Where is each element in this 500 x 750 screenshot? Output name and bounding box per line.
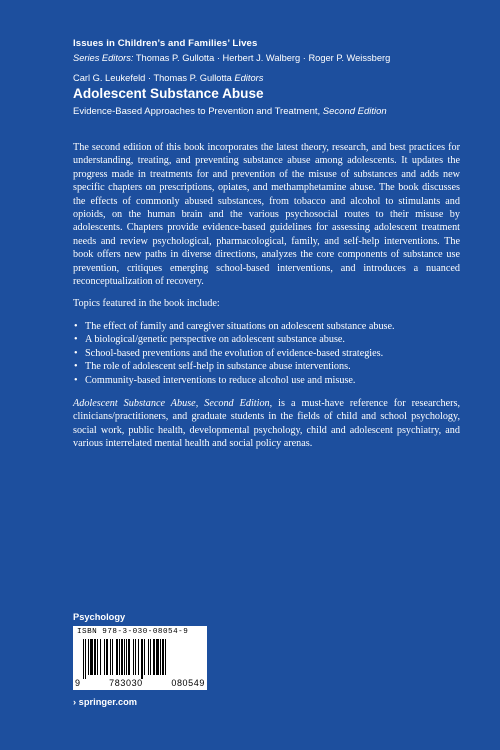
series-editors-label: Series Editors: <box>73 53 134 63</box>
barcode-bars-icon <box>83 639 199 679</box>
bullet-icon: • <box>74 374 78 386</box>
list-item <box>73 320 460 333</box>
book-editors-names: Carl G. Leukefeld · Thomas P. Gullotta <box>73 73 232 83</box>
barcode-digit-group: 783030 <box>109 678 143 688</box>
list-item <box>73 374 460 387</box>
audience-book-title: Adolescent Substance Abuse, Second Edition <box>73 397 270 409</box>
topic-text: A biological/genetic perspective on adolescent substance abuse. <box>85 334 345 346</box>
audience-paragraph <box>73 397 460 451</box>
bullet-icon: • <box>74 334 78 346</box>
publisher-link[interactable]: › springer.com <box>73 697 138 707</box>
series-header <box>73 38 473 63</box>
book-title: Adolescent Substance Abuse <box>73 86 264 101</box>
barcode-digit-group: 080549 <box>171 678 205 688</box>
subject-label: Psychology <box>73 612 126 622</box>
book-edition: Second Edition <box>322 106 387 117</box>
series-title: Issues in Children’s and Families’ Lives <box>73 38 258 49</box>
bullet-icon: • <box>74 320 78 332</box>
topic-text: School-based preventions and the evolution of evidence-based strategies. <box>85 347 384 359</box>
book-editors-label: Editors <box>234 73 264 83</box>
audience-text: , is a must-have reference for researchers, clinicians/practitioners, and graduate students in the fields of child and school psychology, social work, public health, developmental psychology, child and adolescent psychiatry, and various interrelated mental health and social policy arenas. <box>73 397 460 450</box>
book-subtitle-text: Evidence-Based Approaches to Prevention and Treatment, <box>73 106 321 117</box>
topics-intro: Topics featured in the book include: <box>73 298 220 310</box>
bullet-icon: • <box>74 347 78 359</box>
list-item <box>73 360 460 373</box>
topic-text: The effect of family and caregiver situations on adolescent substance abuse. <box>85 320 395 332</box>
description-paragraph: The second edition of this book incorporates the latest theory, research, and best practices for understanding, treating, and preventing substance abuse among adolescents. It updates the progress made in treatments for and prevention of the misuse of substances and adds new specific chapters on prescriptions, opiates, and methamphetamine abuse. The book discusses the effects of commonly abused substances, from tobacco and alcohol to stimulants and opioids, on the human brain and the various psychosocial routes to their misuse by adolescents. Chapters provide evidence-based guidelines for assessing adolescent treatment needs and review psychological, pharmacological, family, and self-help interventions. The book offers new paths in diverse directions, analyzes the core components of substance use prevention, critiques emerging school-based interventions, and introduces a nuanced reconceptualization of recovery. <box>73 142 460 288</box>
list-item <box>73 333 460 346</box>
topic-text: Community-based interventions to reduce alcohol use and misuse. <box>85 374 356 386</box>
book-editors <box>73 73 263 83</box>
book-subtitle <box>73 106 387 117</box>
isbn-text: ISBN 978-3-030-08054-9 <box>77 628 189 636</box>
barcode <box>73 626 207 690</box>
topics-list <box>73 320 460 387</box>
list-item <box>73 347 460 360</box>
series-editors <box>73 53 473 63</box>
topic-text: The role of adolescent self-help in substance abuse interventions. <box>85 361 351 373</box>
series-editors-names: Thomas P. Gullotta · Herbert J. Walberg · Roger P. Weissberg <box>135 53 391 63</box>
bullet-icon: • <box>74 361 78 373</box>
barcode-digit-group: 9 <box>75 678 81 688</box>
barcode-digits <box>75 678 205 688</box>
blurb <box>73 141 460 460</box>
